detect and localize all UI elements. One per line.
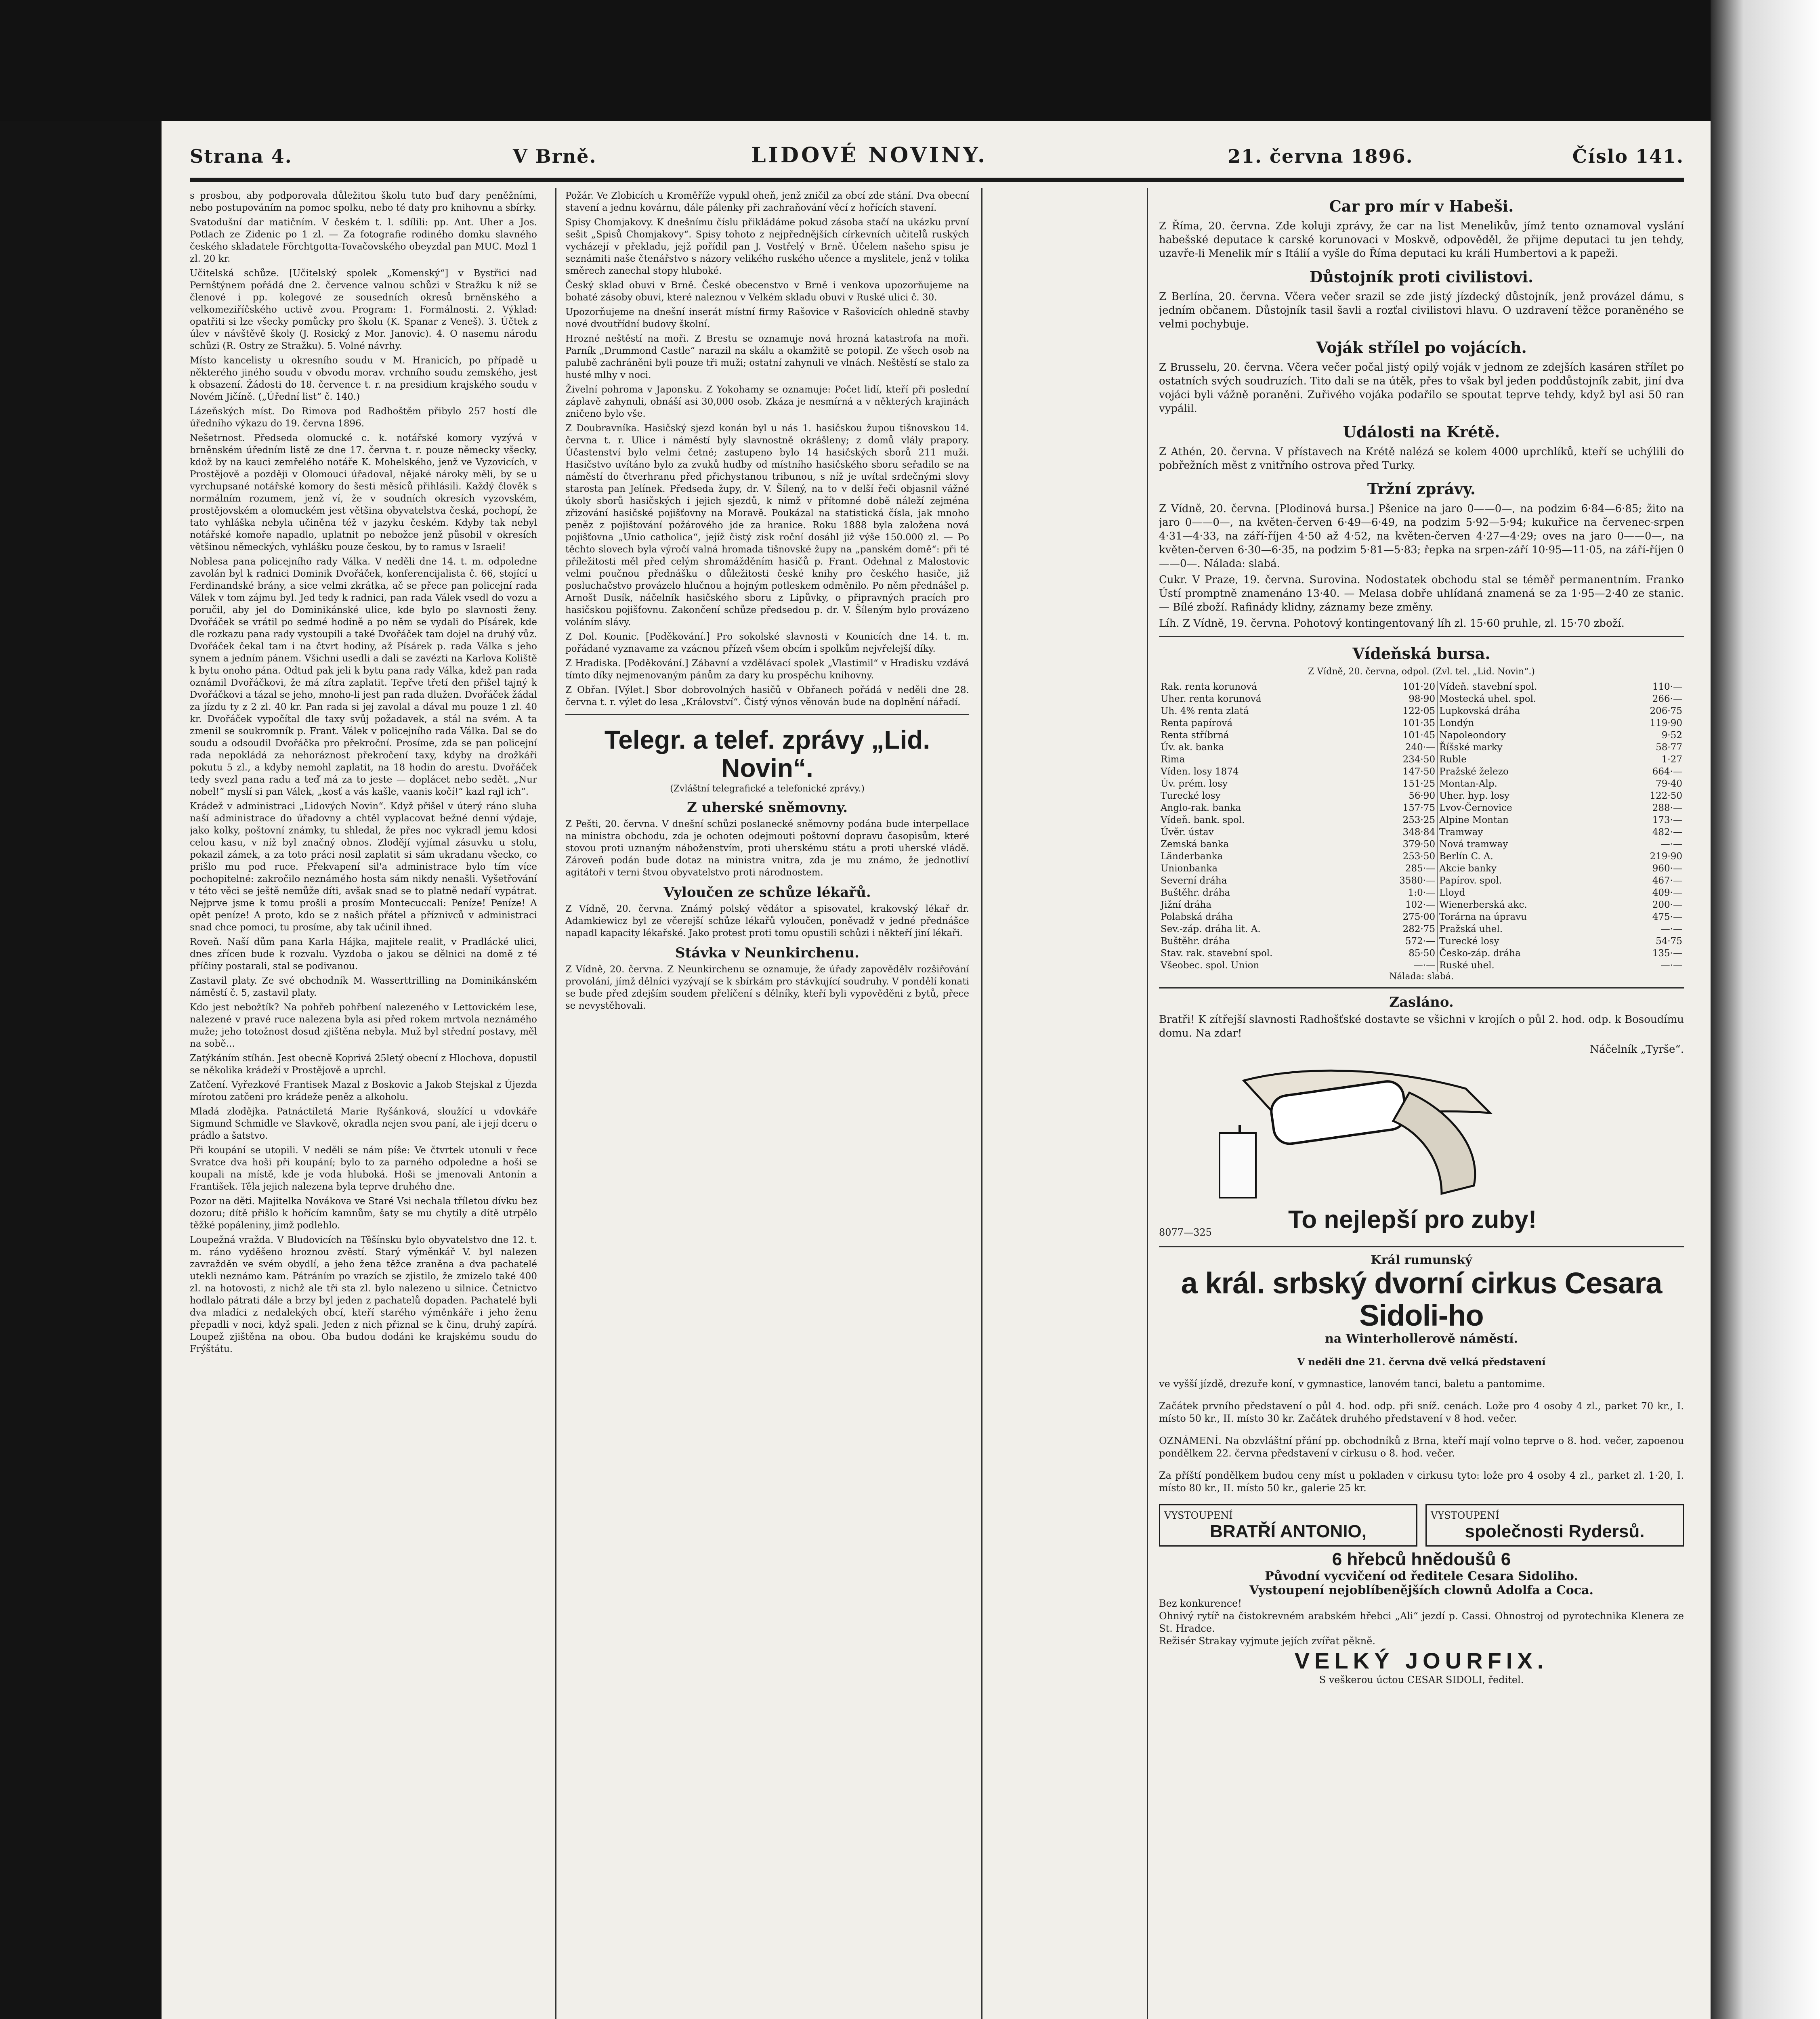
page-number: Strana 4. (190, 145, 292, 167)
bourse-left-value: 98·90 (1366, 693, 1437, 705)
bourse-left-name: Víden. losy 1874 (1161, 766, 1239, 777)
bourse-right-value: 9·52 (1661, 730, 1682, 741)
bourse-left-value: 348·84 (1366, 826, 1437, 838)
section-rule (1159, 636, 1684, 637)
bourse-row (1159, 705, 1684, 717)
bourse-row (1159, 693, 1684, 705)
bourse-right-name: Tramway (1439, 827, 1483, 837)
performer-name: společnosti Rydersů. (1465, 1522, 1645, 1541)
bourse-row (1159, 717, 1684, 729)
bourse-right-value: —·— (1660, 924, 1682, 934)
bourse-right-value: 54·75 (1656, 936, 1682, 947)
bourse-row (1159, 753, 1684, 766)
telegraph-heading: Telegr. a telef. zprávy „Lid. Novin“. (604, 725, 930, 783)
section-rule (565, 714, 969, 715)
bourse-mood: Nálada: slabá. (1389, 972, 1454, 982)
circus-trainer: Původní vycvičení od ředitele Cesara Sidoliho. (1265, 1569, 1578, 1583)
column-4 (1159, 190, 1684, 2019)
circus-pre: Král rumunský (1371, 1253, 1472, 1267)
performer-box (1159, 1504, 1417, 1547)
section-rule (1159, 987, 1684, 989)
toothpaste-ad (1159, 1064, 1684, 1238)
telegraph-note: (Zvláštní telegrafické a telefonické zprávy.) (670, 784, 865, 794)
bourse-left-value: 122·05 (1366, 705, 1437, 717)
bourse-right-value: 58·77 (1656, 742, 1682, 753)
bourse-right-name: Akcie banky (1439, 863, 1497, 874)
bourse-left-name: Buštěhr. dráha (1161, 936, 1230, 947)
bourse-right-value: 266·— (1652, 694, 1682, 704)
bourse-table (1159, 681, 1684, 972)
circus-line: ve vyšší jízdě, drezuře koní, v gymnastice, lanovém tanci, baletu a pantomime. (1159, 1378, 1545, 1389)
bourse-left-name: Polabská dráha (1161, 912, 1233, 922)
bourse-right-name: Říšské marky (1439, 742, 1503, 753)
toothpaste-slogan: To nejlepší pro zuby! (1288, 1206, 1537, 1234)
bourse-left-name: Renta stříbrná (1161, 730, 1229, 741)
bourse-right-value: 135·— (1652, 948, 1682, 959)
bourse-row (1159, 766, 1684, 778)
bourse-left-name: Zemská banka (1161, 839, 1229, 850)
bourse-left-value: 275·00 (1366, 911, 1437, 923)
column-divider (555, 188, 556, 2019)
bourse-right-name: Mostecká uhel. spol. (1439, 694, 1537, 704)
news-item: Z Říma, 20. června. Zde koluji zprávy, že car na list Menelikův, jímž tento oznamoval vyslání habešské deputace k carské korunovaci v Moskvě, odpověděl, že přijme deputaci tu jen tehdy, uzavře-li Menelik mír s Itálií a vyšle do Říma deputaci ku králi Humbertovi a k papeži. (1159, 220, 1684, 260)
bourse-row (1159, 875, 1684, 887)
bourse-left-name: Uh. 4% renta zlatá (1161, 706, 1249, 716)
bourse-left-value: 282·75 (1366, 923, 1437, 935)
bourse-right-value: 200·— (1652, 900, 1682, 910)
bourse-right-name: Lvov-Černovice (1439, 803, 1512, 813)
performer-box (1425, 1504, 1684, 1547)
bourse-left-name: Sev.-záp. dráha lit. A. (1161, 924, 1261, 934)
bourse-left-value: 285·— (1366, 863, 1437, 875)
scan-top-border (0, 0, 1711, 121)
news-item: Z Athén, 20. června. V přístavech na Krétě nalézá se kolem 4000 uprchlíků, kteří se uchýlili do pobřežních měst z vnitřního ostrova před Turky. (1159, 446, 1684, 472)
bourse-right-name: Česko-záp. dráha (1439, 948, 1521, 959)
news-item: Pozor na děti. Majitelka Novákova ve Staré Vsi nechala tříletou dívku bez dozoru; dítě přišlo k hořícím kamnům, šaty se mu chytily a dítě utrpělo těžké popáleniny, jimž podlehlo. (190, 1196, 537, 1231)
bourse-left-name: Buštěhr. dráha (1161, 888, 1230, 898)
bourse-left-value: 147·50 (1366, 766, 1437, 778)
bourse-left-name: Rima (1161, 754, 1185, 765)
bourse-right-name: Ruské uhel. (1439, 960, 1495, 971)
bourse-row (1159, 826, 1684, 838)
bourse-right-name: Berlín C. A. (1439, 851, 1493, 862)
news-item: Z Doubravníka. Hasičský sjezd konán byl u nás 1. hasičskou župou tišnovskou 14. června t. r. Ulice i náměstí byly slavnostně okrášleny; z domů vlály prapory. Účastenství bylo velmi četné; zastupeno bylo 14 hasičských sborů 211 muži. Hasičstvo uvítáno bylo za zvuků hudby od místního hasičského sboru seřadilo se na náměstí do čtverhranu před přichystanou tribunou, s níž je uvítal srdečnými slovy starosta pan Jelínek. Předseda župy, dr. V. Šílený, na to v delší řeči objasnil vážné úkoly sborů hasičských i jejich sjezdů, k nimž v přítomné době náleží zejména zřizování hasičské pojišťovny na Moravě. Poukázal na statistická čísla, jak mnoho peněz z pojištování požárového jde za hranice. Roku 1888 byla založena nová pojišťovna „Unio catholica“, jejíž čistý zisk roční dosáhl již výše 150.000 zl. — Po těchto slovech byla výročí valná hromada tišnovské župy na „panském domě“: při té příležitosti měl před celým shromážděním hasičů p. Frant. Odehnal z Malostovic velmi poučnou přednášku o důležitosti české knihy pro českého hasiče, již posluchačstvo provázelo hlučnou a hojným potleskem odměnilo. Po něm přednášel p. Arnošt Dusík, náčelník hasičského sboru z Lipůvky, o připravných pracích pro hasičskou pojišťovnu. Zakončení schůze předsedou p. dr. V. Šíleným bylo provázeno voláním slávy. (565, 423, 969, 628)
circus-performers (1159, 1504, 1684, 1547)
bourse-left-value: 102·— (1366, 899, 1437, 911)
telegraph-item-head: Vyloučen ze schůze lékařů. (663, 884, 871, 900)
bourse-row (1159, 887, 1684, 899)
masthead-rule (190, 178, 1684, 182)
news-item: Živelní pohroma v Japonsku. Z Yokohamy se oznamuje: Počet lidí, kteří při poslední záplavě zahynuli, obnáší asi 30,000 osob. Zkáza je nesmírná a v některých krajinách zničeno bylo vše. (565, 384, 969, 419)
bourse-subheading: Z Vídně, 20. června, odpol. (Zvl. tel. „Lid. Novin“.) (1308, 667, 1535, 677)
bourse-heading: Vídeňská bursa. (1352, 644, 1490, 663)
bourse-left-name: Unionbanka (1161, 863, 1218, 874)
news-head: Důstojník proti civilistovi. (1309, 268, 1534, 286)
news-item: Z Brusselu, 20. června. Včera večer počal jistý opilý voják v jednom ze zdejších kasáren střílet po ostatních svých soudruzích. Tito dali se na útěk, přes to však byl jeden poddůstojník zabit, jiní dva vojáci byli vážně poraněni. Zuřivého vojáka podařilo se spoutat teprve tehdy, když byl asi 50 ran vypálil. (1159, 361, 1684, 415)
news-item: Požár. Ve Zlobicích u Kroměříže vypukl oheň, jenž zničil za obcí zde stání. Dva obecní stavení a jednu kovárnu, dále pálenky při zachraňování věcí z hořících stavení. (565, 191, 969, 213)
circus-competition: Bez konkurence! (1159, 1598, 1242, 1609)
news-head: Car pro mír v Habeši. (1329, 197, 1514, 215)
section-rule (1159, 1246, 1684, 1247)
bourse-left-name: Stav. rak. stavební spol. (1161, 948, 1273, 959)
masthead (190, 137, 1684, 176)
bourse-right-name: Pražské železo (1439, 766, 1509, 777)
circus-line: Za příští pondělkem budou ceny míst u pokladen v cirkusu tyto: lože pro 4 osoby 4 zl., parket zl. 1·20, I. místo 80 kr., II. místo 50 kr., galerie 25 kr. (1159, 1470, 1684, 1494)
zaslano-text: Bratři! K zítřejší slavnosti Radhošťské dostavte se všichni v krojích o půl 2. hod. odp. k Bosoudímu domu. Na zdar! (1159, 1014, 1684, 1039)
telegraph-item: Z Vídně, 20. června. Z Neunkirchenu se oznamuje, že úřady zapovědělv rozšiřování provolání, jímž dělníci vyzývají se k sbírkám pro stávkující soudruhy. V pondělí konati se bude před zdejším soudem přelíčení s dělníky, kteří byli vypověděni z bytů, přece se nevystěhovali. (565, 964, 969, 1011)
bourse-right-name: Vídeň. stavební spol. (1439, 682, 1537, 692)
issue-number: Číslo 141. (1572, 145, 1684, 167)
bourse-right-value: 119·90 (1650, 718, 1682, 728)
news-item: Krádež v administraci „Lidových Novin“. Když přišel v úterý ráno sluha naší administrace do úřadovny a chtěl vyplacovat bežné denní výdaje, jako kolky, poštovní známky, tu shledal, že přes noc vykradl jemu kdosi celou kasu, v níž byl značný obnos. Zlodějí vyjímal zásuvku u stolu, pokazil zámek, a za toto práci nosil zaplatit si sám ukradanu všecko, co prišlo mu pod ruce. Překvapení sil'a administrace bylo tím více pochopitelné: zakročilo neznámého hosta sám nikdy nenašli. Vyšetřování v této věci se ještě nemůže díti, avšak snad se to platně nedaří vypátrat. Nejprve jsme k tomu prošli a prosím Montecuccali: Peníze! Peníze! A opět peníze! A proto, kdo se z našich přátel a příznivců v administraci snad chce pomoci, tu prosíme, aby tak učinil ihned. (190, 801, 537, 933)
bourse-right-value: 122·50 (1650, 791, 1682, 801)
bourse-right-value: 206·75 (1650, 706, 1682, 716)
bourse-row (1159, 681, 1684, 693)
bourse-right-name: Wienerberská akc. (1439, 900, 1527, 910)
bourse-right-name: Napoleondory (1439, 730, 1506, 741)
performer-head: VYSTOUPENÍ (1431, 1510, 1499, 1521)
bourse-left-name: Severní dráha (1161, 875, 1227, 886)
zaslano-signature: Náčelník „Tyrše“. (1590, 1043, 1684, 1056)
market-item: Cukr. V Praze, 19. června. Surovina. Nodostatek obchodu stal se téměř permanentním. Franko Ústí promptně znamenáno 13·40. — Melasa dobře uhlídaná znamená se za 1·95—2·40 ze stanic. — Bílé zboží. Rafinády klidny, záznamy beze změny. (1159, 574, 1684, 613)
column-2 (565, 190, 969, 2019)
bourse-right-value: 1·27 (1661, 754, 1682, 765)
news-item: Z Berlína, 20. června. Včera večer srazil se zde jistý jízdecký důstojník, jenž provázel dámu, s jedním občanem. Důstojník tasil šavli a rozťal civilistovi hlavu. O uzdravení těžce poraněného se velmi pochybuje. (1159, 291, 1684, 330)
telegraph-item: Z Pešti, 20. června. V dnešní schůzi poslanecké sněmovny podána bude interpellace na ministra obchodu, zda je ochoten odejmouti poštovní dopravu časopisům, které stovou proti uznaným náboženstvím, proti uherskému státu a proti uherské vládě. Zároveň podán bude dotaz na ministra vnitra, zda je mu známo, že jednotliví agitátoři v terni štvou obyvatelstvo proti národnostem. (565, 819, 969, 878)
bourse-left-value: 253·25 (1366, 814, 1437, 826)
news-item: Svatodušní dar matičním. V českém t. l. sdílili: pp. Ant. Uher a Jos. Potlach ze Zidenic po 1 zl. — Za fotografie rodiného domku slavného českého skladatele Förchtgotta-Tovačovského obeyzdal pan MUC. Mozl 1 zl. 20 kr. (190, 217, 537, 264)
news-item: Učitelská schůze. [Učitelský spolek „Komenský“] v Bystřici nad Pernštýnem pořádá dne 2. července valnou schůzi v Stražku k níž se členové i pp. kolegové ze sousedních okresů brněnského a velkomeziříčského uctivě zvou. Program: 1. Formálnosti. 2. Výklad: opatřiti si lze všecky pomůcky pro školu (K. Spanar z Veneš). 3. Účtek z úlev v návštěvě školy (J. Rosický z Mor. Janovic). 4. O nasemu národu schůzi (R. Ostry ze Stražku). 5. Volné návrhy. (190, 268, 537, 351)
bourse-left-name: Úvěr. ústav (1161, 827, 1214, 837)
circus-jourfix: VELKÝ JOURFIX. (1294, 1648, 1549, 1673)
bourse-left-name: Všeobec. spol. Union (1161, 960, 1260, 971)
bourse-row (1159, 863, 1684, 875)
bourse-row (1159, 935, 1684, 947)
bourse-left-value: 101·20 (1366, 681, 1437, 693)
telegraph-item: Z Vídně, 20. června. Známý polský vědátor a spisovatel, krakovský lékař dr. Adamkiewicz byl ze včerejší schůze lékařů vyloučen, poněvadž v jedné přednášce napadl kapacity lékařské. Jako protest proti tomu opustili schůzi i někteří jiní lékaři. (565, 904, 969, 938)
circus-line: Začátek prvního představení o půl 4. hod. odp. při sníž. cenách. Lože pro 4 osoby 4 zl., parket 70 kr., I. místo 50 kr., II. místo 30 kr. Začátek druhého představení v 8 hod. večer. (1159, 1400, 1684, 1424)
bourse-right-name: Nová tramway (1439, 839, 1508, 850)
performer-head: VYSTOUPENÍ (1164, 1510, 1233, 1521)
bourse-right-value: 173·— (1652, 815, 1682, 825)
circus-program: Ohnivý rytíř na čistokrevném arabském hřebci „Ali“ jezdí p. Cassi. Ohnostroj od pyrotechnika Klenera ze St. Hradce. (1159, 1610, 1684, 1634)
bourse-right-name: Papírov. spol. (1439, 875, 1502, 886)
bourse-row (1159, 838, 1684, 850)
news-item: Hrozné neštěstí na moři. Z Brestu se oznamuje nová hrozná katastrofa na moři. Parník „Drummond Castle“ narazil na skálu a okamžitě se potopil. Ze všech osob na palubě zachráněni byli pouze tři muži; ostatní zahynuli ve vlnách. Neštěstí se stalo za husté mlhy v noci. (565, 334, 969, 380)
news-item: Noblesa pana policejního rady Válka. V neděli dne 14. t. m. odpoledne zavolán byl k radnici Dominik Dvořáček, konferencijalista č. 66, stojící u Ferdinandské brány, a sice velmi zkrátka, ač se přece pan policejní rada Válek v tom zájmu byl. Jed tedy k radnici, pan rada Válek vsedl do vozu a poručil, aby jel do Dominikánské ulice, kde bylo po slavnosti ženy. Dvořáček se vrátil po sedmé hodině a po něm se vydali do Písárek, kde dle rozkazu pana rady vystoupili a také Dvořáček tam dojel na druhý vůz. Dvořáček čekal tam i na čtvrt hodiny, až Písárek p. rada Válka s jeho synem a jedním pánem. Všichni usedli a dali se zavézti na Karlova Koliště k bytu onoho pána. Odtud pak jeli k bytu pana rady Válka, kdež pan rada oznámil Dvořáčkovi, že má zítra zaplatit. Tepřve třetí den přišel tajný k Dvořáčkovi a tázal se jeho, mnoho-li jest pan rada dlužen. Dvořáček žádal za jízdu ty z 2 zl. 40 kr. Pan rada si jej zavolal a dával mu pouze 1 zl. 40 kr. Dvořáček vypočítal dle taxy svůj požadavek, a stál na svém. A ta zmenil se soukromník p. Frant. Válek v policejního rada Válka. Dal se do soudu a odsoudil Dvořáčka pro překroční. Prosíme, zda se pan policejní rada nepokládá za nehoráznost překročení taxy, kdyby na drožkáři pokutu 5 zl., a kdyby nemohl zaplatit, na 18 hodin do arestu. Dvořáček tedy svezl pana radu a teď má za to jeste — doplácet nebo sedět. „Nur nobel!“ myslí si pan Válek, „kosť a vás kašle, vaanis kočí!“ kazl rajl ich“. (190, 556, 537, 797)
bourse-right-value: 664·— (1652, 766, 1682, 777)
bourse-left-value: —·— (1366, 959, 1437, 972)
news-item: Spisy Chomjakovy. K dnešnímu číslu přikládáme pokud zásoba stačí na ukázku první sešit „Spisů Chomjakovy“. Spisy tohoto z nejpřednějších církevních učitelů ruských vycházejí v překladu, jejž pořídil pan J. Vostřelý v Brně. Účelem našeho spisu je seznámiti naše čtenářstvo s názory velikého ruského učence a myslitele, jenž v tolika směrech zanechal stopy hluboké. (565, 217, 969, 276)
bourse-right-name: Lloyd (1439, 888, 1465, 898)
bourse-right-value: —·— (1660, 839, 1682, 850)
bourse-row (1159, 741, 1684, 753)
bourse-left-name: Anglo-rak. banka (1161, 803, 1241, 813)
bourse-left-value: 379·50 (1366, 838, 1437, 850)
bourse-row (1159, 790, 1684, 802)
bourse-right-value: 110·— (1652, 682, 1682, 692)
ad-code: 8077—325 (1159, 1227, 1212, 1238)
bourse-left-value: 234·50 (1366, 753, 1437, 766)
bourse-right-value: 482·— (1652, 827, 1682, 837)
bourse-left-name: Vídeň. bank. spol. (1161, 815, 1245, 825)
news-item: Zatýkáním stíhán. Jest obecně Koprivá 25letý obecní z Hlochova, dopustil se několika krádeží v Prostějově a uprchl. (190, 1053, 537, 1076)
bourse-row (1159, 959, 1684, 972)
news-item: Upozorňujeme na dnešní inserát místní firmy Rašovice v Rašovicích ohledně stavby nové dvoutřídní budovy školní. (565, 307, 969, 330)
bourse-row (1159, 802, 1684, 814)
circus-line: V neděli dne 21. června dvě velká představení (1297, 1356, 1546, 1368)
bourse-left-value: 56·90 (1366, 790, 1437, 802)
news-item: Kdo jest nebožtík? Na pohřeb pohřbení nalezeného v Lettovickém lese, nalezené v pravé ruce nalezena byla asi před rokem mrtvola neznámého muže; jeho totožnost dosud zjištěna nebyla. Muž byl střední postavy, měl na sobě... (190, 1002, 537, 1049)
news-item: Roveň. Naší dům pana Karla Hájka, majitele realit, v Pradlácké ulici, dnes zřícen bude k rozvalu. Vyzdoba o jakou se dělnici na domě z té příčiny postarali, stal se podivanou. (190, 937, 537, 972)
news-head: Události na Krétě. (1343, 423, 1500, 441)
bourse-right-name: Lupkovská dráha (1439, 706, 1520, 716)
telegraph-item-head: Z uherské sněmovny. (686, 800, 848, 816)
bourse-right-value: 409·— (1652, 888, 1682, 898)
bourse-right-value: 288·— (1652, 803, 1682, 813)
market-item: Z Vídně, 20. června. [Plodinová bursa.] Pšenice na jaro 0——0—, na podzim 6·84—6·85; žito na jaro 0——0—, na květen-červen 6·49—6·49, na podzim 5·92—5·94; kukuřice na červenec-srpen 4·31—4·33, na září-říjen 4·50 až 4·52, na květen-červen 4·27—4·29; oves na jaro 0——0—, na květen-červen 6·30—6·35, na podzim 5·81—5·83; řepka na srpen-září 10·95—11·05, na září-říjen 0——0—. Nálada: slabá. (1159, 503, 1684, 570)
column-divider (1147, 188, 1148, 2019)
bourse-left-name: Úv. ak. banka (1161, 742, 1224, 753)
zaslano-heading: Zasláno. (1389, 994, 1454, 1010)
bourse-left-value: 572·— (1366, 935, 1437, 947)
bourse-left-name: Renta papírová (1161, 718, 1233, 728)
bourse-right-value: 219·90 (1650, 851, 1682, 862)
bourse-left-value: 85·50 (1366, 947, 1437, 959)
bourse-left-value: 1:0·— (1366, 887, 1437, 899)
bourse-left-name: Länderbanka (1161, 851, 1223, 862)
scan-right-border (1711, 0, 1820, 2019)
bourse-right-name: Londýn (1439, 718, 1474, 728)
news-item: s prosbou, aby podporovala důležitou školu tuto buď dary peněžními, nebo postupováním na pomoc spolku, nebo té daty pro knihovnu a sbírky. (190, 191, 537, 213)
bourse-row (1159, 947, 1684, 959)
news-item: Loupežná vražda. V Bludovicích na Těšínsku bylo obyvatelstvo dne 12. t. m. ráno vyděšeno hroznou zvěstí. Starý výměnkář V. byl nalezen zavražděn ve svém obydlí, a jeho žena těžce zraněna a dva pachatelé utekli neznámo kam. Pátráním po vrazích se zjistilo, že zmizelo také 400 zl. na hotovosti, z nichž ale tři sta zl. bylo nalezeno u silnice. Četnictvo hodlalo pátrati dále a brzy byl jeden z pachatelů dopaden. Pachatelé byli dva mladíci z nedalekých obcí, kteří starého výměnkáře i jeho ženu přepadli v noci, když spali. Jeden z nich přiznal se k činu, druhý zapírá. Loupež zjištěna na obou. Oba budou dodáni ke krajskému soudu do Frýštátu. (190, 1235, 537, 1354)
column-1 (190, 190, 537, 2019)
bourse-right-name: Alpine Montan (1439, 815, 1509, 825)
news-item: Zastavil platy. Ze své obchodník M. Wasserttrilling na Dominikánském náměstí č. 5, zastavil platy. (190, 976, 537, 998)
bourse-right-name: Uher. hyp. losy (1439, 791, 1510, 801)
news-head: Voják střílel po vojácích. (1316, 338, 1527, 357)
news-item: Z Hradiska. [Poděkování.] Zábavní a vzdělávací spolek „Vlastimil“ v Hradisku vzdává tímto díky nejmenovaným pánům za dary ku prospěchu knihovny. (565, 658, 969, 681)
bourse-right-name: Pražská uhel. (1439, 924, 1503, 934)
bourse-row (1159, 778, 1684, 790)
circus-clowns: Vystoupení nejoblíbenějších clownů Adolfa a Coca. (1249, 1583, 1593, 1597)
bourse-left-value: 157·75 (1366, 802, 1437, 814)
circus-horses: 6 hřebců hnědoušů 6 (1332, 1549, 1511, 1569)
newspaper-title: LIDOVÉ NOVINY. (751, 143, 988, 168)
bourse-left-value: 253·50 (1366, 850, 1437, 863)
city-line: V Brně. (513, 145, 597, 167)
bourse-left-value: 101·35 (1366, 717, 1437, 729)
hand-with-tube-illustration (1183, 1064, 1547, 1202)
bourse-right-value: —·— (1660, 960, 1682, 971)
circus-signature: S veškerou úctou CESAR SIDOLI, ředitel. (1319, 1674, 1524, 1685)
market-item: Líh. Z Vídně, 19. června. Pohotový kontingentovaný líh zl. 15·60 pruhle, zl. 15·70 zboží. (1159, 617, 1625, 630)
bourse-right-name: Ruble (1439, 754, 1467, 765)
bourse-left-value: 101·45 (1366, 729, 1437, 741)
bourse-right-value: 475·— (1652, 912, 1682, 922)
bourse-left-value: 240·— (1366, 741, 1437, 753)
bourse-left-value: 151·25 (1366, 778, 1437, 790)
telegraph-item-head: Stávka v Neunkirchenu. (675, 945, 859, 961)
bourse-left-name: Rak. renta korunová (1161, 682, 1257, 692)
bourse-row (1159, 899, 1684, 911)
circus-director: Režisér Strakay vyjmute jejích zvířat pěkně. (1159, 1635, 1375, 1647)
news-item: Z Dol. Kounic. [Poděkování.] Pro sokolské slavnosti v Kounicích dne 14. t. m. pořádané vyznavame za vzácnou přízeň všem obcím i spolkům nejvřelejší díky. (565, 632, 969, 654)
bourse-right-value: 960·— (1652, 863, 1682, 874)
market-heading: Tržní zprávy. (1367, 480, 1476, 498)
news-item: Mladá zlodějka. Patnáctiletá Marie Ryšánková, sloužící u vdovkáře Sigmund Schmidle ve Slavkově, okradla nejen svou paní, ale i její dceru o prádlo a šatstvo. (190, 1106, 537, 1141)
news-item: Místo kancelisty u okresního soudu v M. Hranicích, po případě u některého jiného soudu v obvodu morav. vrchního soudu zemského, jest k obsazení. Žádosti do 18. července t. r. na presidium krajského soudu v Novém Jičíně. („Úřední list“ č. 140.) (190, 355, 537, 402)
bourse-row (1159, 729, 1684, 741)
bourse-row (1159, 814, 1684, 826)
newspaper-page (162, 121, 1711, 2019)
news-item: Z Obřan. [Výlet.] Sbor dobrovolných hasičů v Obřanech pořádá v neděli dne 28. června t. r. výlet do lesa „Království“. Čistý výnos věnován bude na doplnění nářadí. (565, 685, 969, 707)
circus-title: a král. srbský dvorní cirkus Cesara Sidoli-ho (1181, 1266, 1662, 1332)
news-item: Český sklad obuvi v Brně. České obecenstvo v Brně i venkova upozorňujeme na bohaté zásoby obuvi, které naleznou v Velkém skladu obuvi v Ruské ulici č. 30. (565, 280, 969, 303)
circus-line: OZNÁMENÍ. Na obzvláštní přání pp. obchodníků z Brna, kteří mají volno teprve o 8. hod. večer, zapoenou pondělkem 22. června představení v cirkusu o 8. hod. večer. (1159, 1435, 1684, 1459)
bourse-left-name: Jižní dráha (1161, 900, 1212, 910)
bourse-row (1159, 923, 1684, 935)
bourse-right-value: 467·— (1652, 875, 1682, 886)
news-item: Nešetrnost. Předseda olomucké c. k. notářské komory vyzývá v brněnském úředním listě ze dne 17. června t. r. pouze německy všecky, kdož by na kauci zemřelého notáře K. Mohelského, jenž ve Vyzovicích, v Prostějově a později v Olomouci úřadoval, nějaké nároky měli, by se u vyrchupsané notářské komory do šesti měsíců přihlásili. Každý člověk s normálním rozumem, jenž ví, že v soudních okresích vyzovském, prostějovském a olomuckém jest většina obyvatelstva česká, pochopí, že tato vyhláška nebyla učiněna též v jazyku českém. Kdyby tak nebyl notářské komoře napadlo, uplatnit po nebožce jenž působil v okresích většinou německých, vyhlášku pouze českou, by to ramus v Israeli! (190, 433, 537, 552)
issue-date: 21. června 1896. (1228, 145, 1413, 167)
circus-place: na Winterhollerově náměstí. (1325, 1332, 1518, 1346)
performer-name: BRATŘÍ ANTONIO, (1210, 1522, 1367, 1541)
bourse-left-name: Úv. prém. losy (1161, 779, 1228, 789)
bourse-right-value: 79·40 (1656, 779, 1682, 789)
bourse-right-name: Turecké losy (1439, 936, 1499, 947)
bourse-left-value: 3580·— (1366, 875, 1437, 887)
news-item: Lázeňských míst. Do Rimova pod Radhoštěm přibylo 257 hostí dle úředního výkazu do 19. června 1896. (190, 406, 537, 429)
bourse-row (1159, 850, 1684, 863)
news-item: Zatčení. Vyřezkové Frantisek Mazal z Boskovic a Jakob Stejskal z Újezda mírotou zatčeni pro krádeže peněz a alkoholu. (190, 1080, 537, 1102)
column-divider (981, 188, 982, 2019)
bourse-left-name: Turecké losy (1161, 791, 1221, 801)
news-item: Při koupání se utopili. V neděli se nám píše: Ve čtvrtek utonuli v řece Svratce dva hoši při koupání; bylo to za parného odpoledne a hoši se koupali na místě, kde je voda hluboká. Hoši se jmenovali Antonín a František. Těla jejich nalezena byla teprve druhého dne. (190, 1145, 537, 1192)
bourse-left-name: Uher. renta korunová (1161, 694, 1262, 704)
bourse-row (1159, 911, 1684, 923)
bourse-right-name: Torárna na úpravu (1439, 912, 1527, 922)
bourse-right-name: Montan-Alp. (1439, 779, 1497, 789)
